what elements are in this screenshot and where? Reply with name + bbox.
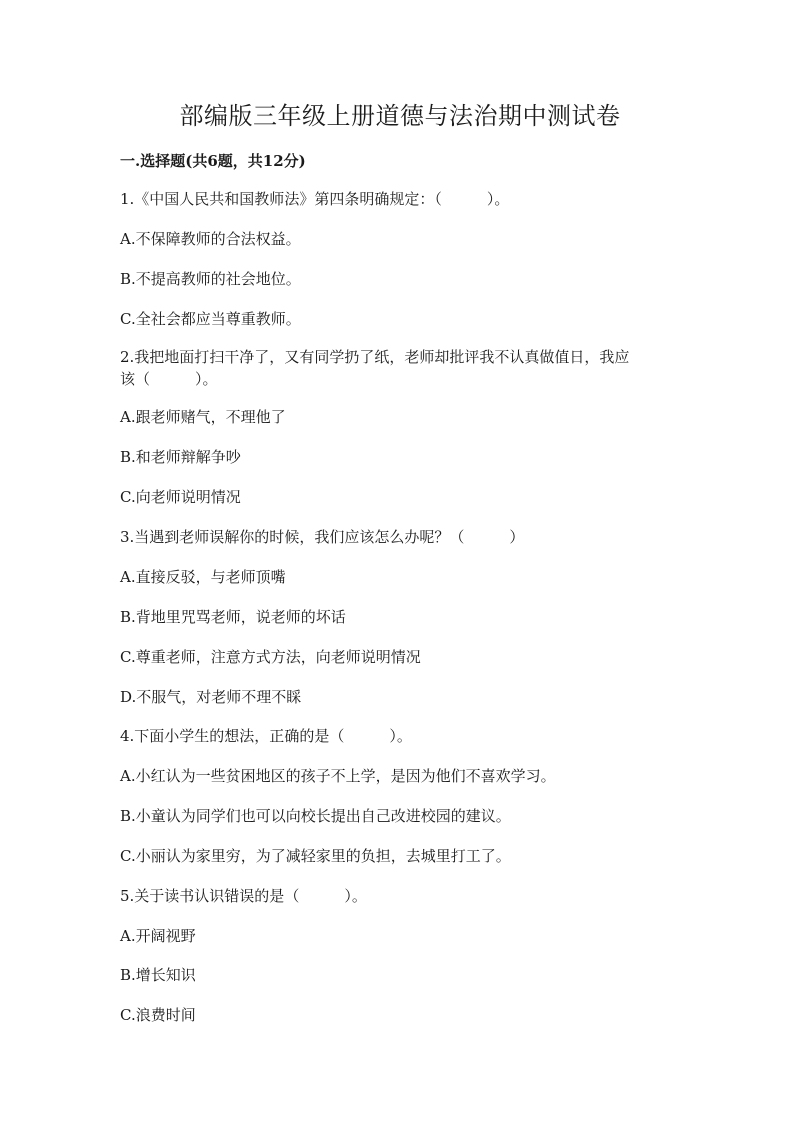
question-2-stem-line2: 该（ ）。 — [120, 370, 218, 388]
question-4-stem: 4.下面小学生的想法，正确的是（ ）。 — [120, 727, 412, 745]
question-3-option-a: A.直接反驳，与老师顶嘴 — [120, 568, 286, 586]
page-title: 部编版三年级上册道德与法治期中测试卷 — [179, 102, 621, 130]
question-2-stem-line1: 2.我把地面打扫干净了，又有同学扔了纸，老师却批评我不认真做值日，我应 — [120, 348, 630, 366]
question-1-stem: 1.《中国人民共和国教师法》第四条明确规定：（ ）。 — [120, 190, 510, 208]
question-3-stem: 3.当遇到老师误解你的时候，我们应该怎么办呢？（ ） — [120, 528, 525, 546]
question-2-option-a: A.跟老师赌气，不理他了 — [120, 408, 286, 426]
question-5-option-c: C.浪费时间 — [120, 1006, 196, 1024]
question-5-option-a: A.开阔视野 — [120, 927, 196, 945]
section-heading: 一.选择题(共6题，共12分) — [120, 152, 306, 170]
question-2-option-b: B.和老师辩解争吵 — [120, 448, 241, 466]
question-1-option-b: B.不提高教师的社会地位。 — [120, 270, 301, 288]
question-1-option-c: C.全社会都应当尊重教师。 — [120, 310, 301, 328]
question-4-option-c: C.小丽认为家里穷，为了减轻家里的负担，去城里打工了。 — [120, 847, 511, 865]
question-2-option-c: C.向老师说明情况 — [120, 488, 241, 506]
question-5-stem: 5.关于读书认识错误的是（ ）。 — [120, 887, 367, 905]
question-4-option-b: B.小童认为同学们也可以向校长提出自己改进校园的建议。 — [120, 807, 511, 825]
question-3-option-b: B.背地里咒骂老师，说老师的坏话 — [120, 608, 346, 626]
question-3-option-d: D.不服气，对老师不理不睬 — [120, 688, 302, 706]
question-3-option-c: C.尊重老师，注意方式方法，向老师说明情况 — [120, 648, 421, 666]
question-1-option-a: A.不保障教师的合法权益。 — [120, 230, 301, 248]
question-5-option-b: B.增长知识 — [120, 966, 196, 984]
question-4-option-a: A.小红认为一些贫困地区的孩子不上学，是因为他们不喜欢学习。 — [120, 767, 556, 785]
